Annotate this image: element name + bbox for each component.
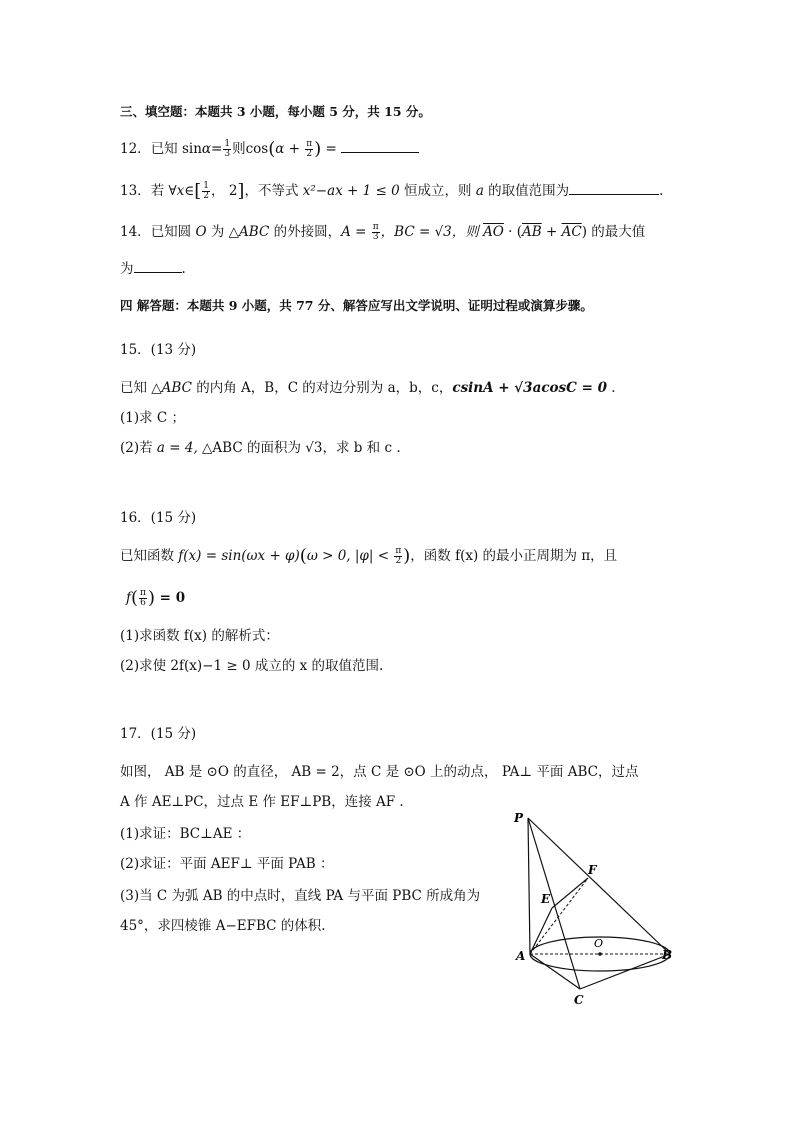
question-17-part2: (2)求证：平面 AEF⊥ 平面 PAB ：: [120, 856, 334, 872]
question-15-title: 15．(13 分): [120, 342, 197, 358]
question-16-condition: f( $\frac{\pi}{6}$ ) = 0: [126, 587, 186, 609]
question-13: 13．若 ∀x∈[ $\frac{1}{2}$ ， 2]，不等式 x²−ax + 1 ≤ 0 恒成立，则 a 的取值范围为 .: [120, 180, 664, 202]
question-17-part1: (1)求证：BC⊥AE ：: [120, 826, 251, 842]
question-15-part1: (1)求 C ；: [120, 410, 186, 426]
question-16-part2: (2)求使 2f(x)−1 ≥ 0 成立的 x 的取值范围.: [120, 658, 384, 674]
question-17-part3-line1: (3)当 C 为弧 AB 的中点时，直线 PA 与平面 PBC 所成角为: [120, 888, 481, 904]
question-14: 14．已知圆 O 为 △ABC 的外接圆，A = $\frac{\pi}{3}$ ，BC = √3，则 $\overline{AO} \cdot (\overline{AB} + \overline{AC})$ 的最大值: [120, 222, 646, 242]
label-C: C: [574, 993, 584, 1007]
label-A: A: [516, 949, 526, 963]
question-14-line2: 为 .: [120, 258, 186, 279]
question-16-stem: 已知函数 f(x) = sin(ωx + φ)(ω > 0, |φ| < $\frac{\pi}{2}$ )，函数 f(x) 的最小正周期为 π，且: [120, 545, 618, 567]
fraction: $\frac{1}{2}$: [203, 181, 210, 201]
label-B: B: [662, 948, 673, 962]
question-17-stem-line2: A 作 AE⊥PC，过点 E 作 EF⊥PB，连接 AF .: [120, 794, 404, 810]
answer-blank[interactable]: [569, 180, 659, 195]
fraction: $\frac{\pi}{6}$: [140, 588, 146, 608]
question-15-part2: (2)若 a = 4, △ABC 的面积为 √3，求 b 和 c .: [120, 440, 401, 456]
vector-AB: $\overline{AB}$: [522, 224, 542, 240]
cone-geometry-figure: [500, 808, 680, 1013]
fraction: $\frac{\pi}{2}$: [395, 546, 402, 566]
question-12: 12．已知 sinα= $\frac{1}{3}$ 则cos(α + $\frac{\pi}{2}$ ) =: [120, 138, 419, 160]
section-4-header: 四 解答题：本题共 9 小题，共 77 分、解答应写出文学说明、证明过程或演算步骤。: [120, 298, 593, 313]
fraction: $\frac{1}{3}$: [224, 139, 231, 159]
fraction: $\frac{\pi}{3}$: [372, 222, 379, 242]
label-P: P: [514, 811, 524, 825]
question-17-part3-line2: 45°，求四棱锥 A−EFBC 的体积.: [120, 918, 326, 934]
answer-blank[interactable]: [341, 138, 419, 153]
answer-blank[interactable]: [134, 258, 182, 273]
label-E: E: [541, 892, 551, 906]
question-16-part1: (1)求函数 f(x) 的解析式：: [120, 628, 279, 644]
label-F: F: [588, 863, 597, 877]
question-15-stem: 已知 △ABC 的内角 A，B，C 的对边分别为 a，b，c，csinA + √3acosC = 0 .: [120, 380, 616, 396]
question-17-title: 17．(15 分): [120, 726, 197, 742]
question-17-stem-line1: 如图， AB 是 ⊙O 的直径， AB = 2，点 C 是 ⊙O 上的动点， PA⊥ 平面 ABC，过点: [120, 764, 639, 780]
section-3-header: 三、填空题：本题共 3 小题，每小题 5 分，共 15 分。: [120, 104, 431, 119]
vector-AO: $\overline{AO}$: [483, 224, 504, 240]
fraction: $\frac{\pi}{2}$: [306, 139, 313, 159]
label-O: O: [594, 937, 604, 950]
question-16-title: 16．(15 分): [120, 510, 197, 526]
vector-AC: $\overline{AC}$: [561, 224, 582, 240]
